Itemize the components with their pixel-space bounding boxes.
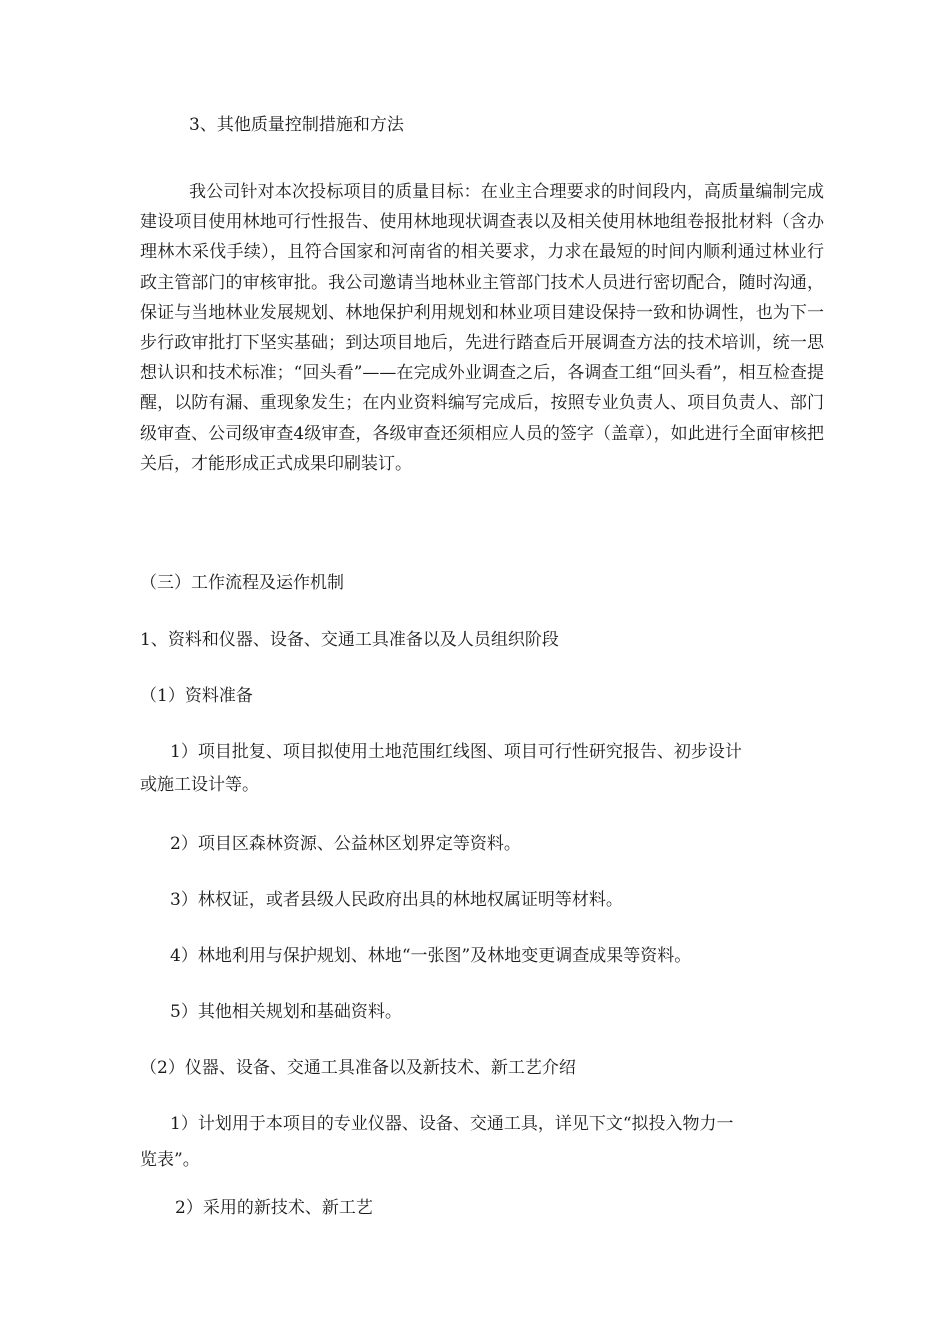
list-item-line: 或施工设计等。 [140, 775, 259, 795]
section-3-heading: 3、其他质量控制措施和方法 [189, 115, 404, 135]
stage-1-heading: 1、资料和仪器、设备、交通工具准备以及人员组织阶段 [140, 630, 559, 650]
list-item-line: 览表”。 [140, 1150, 200, 1170]
section-3-paragraph: 我公司针对本次投标项目的质量目标：在业主合理要求的时间段内，高质量编制完成建设项目使用林地可行性报告、使用林地现状调查表以及相关使用林地组卷报批材料（含办理林木采伐手续），且符合国家和河南省的相关要求，力求在最短的时间内顺利通过林业行政主管部门的审核审批。我公司邀请当地林业主管部门技术人员进行密切配合，随时沟通，保证与当地林业发展规划、林地保护利用规划和林业项目建设保持一致和协调性，也为下一步行政审批打下坚实基础；到达项目地后，先进行踏查后开展调查方法的技术培训，统一思想认识和技术标准；“回头看”——在完成外业调查之后，各调查工组“回头看”，相互检查提醒，以防有漏、重现象发生；在内业资料编写完成后，按照专业负责人、项目负责人、部门级审查、公司级审查4级审查，各级审查还须相应人员的签字（盖章），如此进行全面审核把关后，才能形成正式成果印刷装订。 [140, 182, 824, 474]
sub-1-heading: （1）资料准备 [140, 686, 253, 706]
list-item-line: 5）其他相关规划和基础资料。 [170, 1002, 402, 1022]
list-item-line: 4）林地利用与保护规划、林地“一张图”及林地变更调查成果等资料。 [170, 946, 692, 966]
list-item-line: 2）项目区森林资源、公益林区划界定等资料。 [170, 834, 521, 854]
list-item-line: 2）采用的新技术、新工艺 [175, 1198, 373, 1218]
list-item-line: 1）项目批复、项目拟使用土地范围红线图、项目可行性研究报告、初步设计 [170, 742, 742, 762]
list-item-line: 1）计划用于本项目的专业仪器、设备、交通工具，详见下文“拟投入物力一 [170, 1114, 734, 1134]
list-item-line: 3）林权证，或者县级人民政府出具的林地权属证明等材料。 [170, 890, 623, 910]
chapter-3-heading: （三）工作流程及运作机制 [140, 573, 344, 593]
sub-2-heading: （2）仪器、设备、交通工具准备以及新技术、新工艺介绍 [140, 1058, 576, 1078]
